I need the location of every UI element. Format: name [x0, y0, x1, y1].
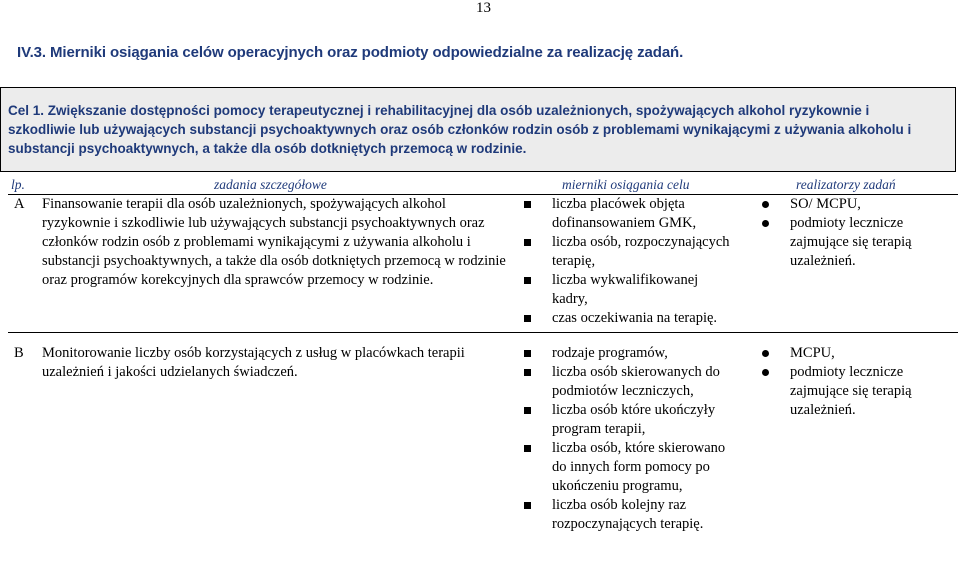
square-bullet-icon	[524, 315, 531, 322]
measure-text: liczba osób skierowanych do podmiotów leczniczych,	[552, 364, 720, 399]
goal-box	[0, 87, 956, 172]
measure-text: liczba osób, rozpoczynających terapię,	[552, 234, 730, 269]
measures-list	[520, 195, 730, 328]
square-bullet-icon	[524, 407, 531, 414]
round-bullet-icon	[762, 201, 769, 208]
list-item	[520, 309, 730, 328]
measures-list	[520, 344, 730, 534]
square-bullet-icon	[524, 445, 531, 452]
measure-text: rodzaje programów,	[552, 345, 668, 361]
round-bullet-icon	[762, 369, 769, 376]
implementers-list	[756, 344, 956, 420]
measure-text: liczba osób kolejny raz rozpoczynających terapię.	[552, 497, 704, 532]
table-header	[8, 176, 958, 194]
list-item	[520, 496, 730, 534]
tasks-table	[8, 176, 958, 532]
list-item	[520, 439, 730, 496]
list-item	[520, 401, 730, 439]
list-item	[756, 344, 956, 363]
measure-text: liczba wykwalifikowanej kadry,	[552, 272, 699, 307]
round-bullet-icon	[762, 220, 769, 227]
measure-text: liczba osób które ukończyły program terapii,	[552, 402, 716, 437]
list-item	[520, 344, 730, 363]
implementer-text: SO/ MCPU,	[790, 196, 861, 212]
measure-text: liczba osób, które skierowano do innych form pomocy po ukończeniu programu,	[552, 440, 726, 494]
list-item	[520, 271, 730, 309]
square-bullet-icon	[524, 239, 531, 246]
list-item	[520, 233, 730, 271]
row-letter: B	[14, 345, 24, 361]
header-tasks: zadania szczegółowe	[214, 177, 327, 192]
measure-text: czas oczekiwania na terapię.	[552, 310, 718, 326]
task-text: Monitorowanie liczby osób korzystających z usług w placówkach terapii uzależnień i jakości udzielanych świadczeń.	[42, 345, 465, 380]
list-item	[520, 195, 730, 233]
implementer-text: podmioty lecznicze zajmujące się terapią uzależnień.	[790, 215, 912, 269]
implementers-list	[756, 195, 956, 271]
implementer-text: MCPU,	[790, 345, 835, 361]
list-item	[756, 195, 956, 214]
square-bullet-icon	[524, 369, 531, 376]
row-letter: A	[14, 196, 25, 212]
header-implementers: realizatorzy zadań	[796, 177, 896, 192]
section-title: IV.3. Mierniki osiągania celów operacyjnych oraz podmioty odpowiedzialne za realizację zadań.	[17, 44, 684, 61]
list-item	[756, 363, 956, 420]
page-number: 13	[476, 0, 491, 16]
square-bullet-icon	[524, 502, 531, 509]
square-bullet-icon	[524, 350, 531, 357]
task-text: Finansowanie terapii dla osób uzależnionych, spożywających alkohol ryzykownie i szkodliwie lub używających substancji psychoaktywnych oraz członków rodzin osób z problemami wynikającymi z używania alkoholu i substancji psychoaktywnych, a także dla osób dotkniętych przemocą w rodzinie oraz programów korekcyjnych dla sprawców przemocy w rodzinie.	[42, 196, 506, 288]
implementer-text: podmioty lecznicze zajmujące się terapią uzależnień.	[790, 364, 912, 418]
measure-text: liczba placówek objęta dofinansowaniem GMK,	[552, 196, 697, 231]
header-measures: mierniki osiągania celu	[562, 177, 690, 192]
round-bullet-icon	[762, 350, 769, 357]
row-divider	[8, 332, 958, 333]
list-item	[520, 363, 730, 401]
square-bullet-icon	[524, 277, 531, 284]
square-bullet-icon	[524, 201, 531, 208]
list-item	[756, 214, 956, 271]
header-lp: lp.	[11, 177, 25, 192]
goal-text: Cel 1. Zwiększanie dostępności pomocy terapeutycznej i rehabilitacyjnej dla osób uzależnionych, spożywających alkohol ryzykownie i szkodliwie lub używających substancji psychoaktywnych oraz osób członków rodzin osób z problemami wynikającymi z używania alkoholu i substancji psychoaktywnych, a także dla osób dotkniętych przemocą w rodzinie.	[8, 103, 912, 156]
